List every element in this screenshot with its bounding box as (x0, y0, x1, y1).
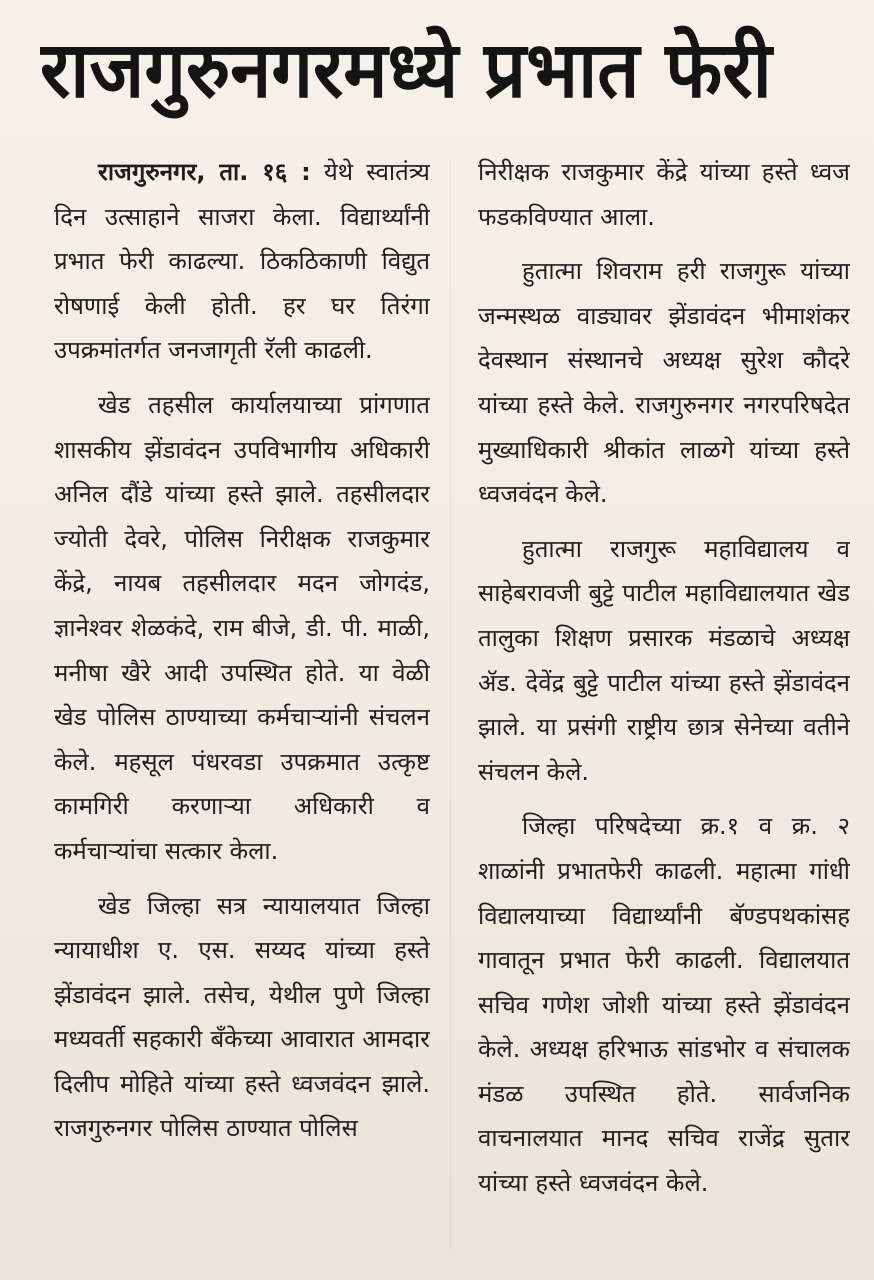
article-column-left (54, 150, 430, 1260)
dateline: राजगुरुनगर, ता. १६ : (98, 158, 311, 186)
article-paragraph: निरीक्षक राजकुमार केंद्रे यांच्या हस्ते ध्वज फडकविण्यात आला. (478, 158, 850, 231)
column-gutter (450, 160, 451, 1250)
headline: राजगुरुनगरमध्ये प्रभात फेरी (40, 25, 772, 116)
article-paragraph: खेड जिल्हा सत्र न्यायालयात जिल्हा न्यायाधीश ए. एस. सय्यद यांच्या हस्ते झेंडावंदन झाले. तसेच, येथील पुणे जिल्हा मध्यवर्ती सहकारी बॅंकेच्या आवारात आमदार दिलीप मोहिते यांच्या हस्ते ध्वजवंदन झाले. राजगुरुनगर पोलिस ठाण्यात पोलिस (54, 891, 430, 1143)
article-paragraph-text: येथे स्वातंत्र्य दिन उत्साहाने साजरा केला. विद्यार्थ्यांनी प्रभात फेरी काढल्या. ठिकठिकाणी विद्युत रोषणाई केली होती. हर घर तिरंगा उपक्रमांतर्गत जनजागृती रॅली काढली. (54, 158, 430, 365)
article-paragraph: हुतात्मा शिवराम हरी राजगुरू यांच्या जन्मस्थळ वाड्यावर झेंडावंदन भीमाशंकर देवस्थान संस्थानचे अध्यक्ष सुरेश कौदरे यांच्या हस्ते केले. राजगुरुनगर नगरपरिषदेत मुख्याधिकारी श्रीकांत लाळगे यांच्या हस्ते ध्वजवंदन केले. (478, 257, 850, 509)
article-paragraph: खेड तहसील कार्यालयाच्या प्रांगणात शासकीय झेंडावंदन उपविभागीय अधिकारी अनिल दौंडे यांच्या हस्ते झाले. तहसीलदार ज्योती देवरे, पोलिस निरीक्षक राजकुमार केंद्रे, नायब तहसीलदार मदन जोगदंड, ज्ञानेश्वर शेळकंदे, राम बीजे, डी. पी. माळी, मनीषा खैरे आदी उपस्थित होते. या वेळी खेड पोलिस ठाण्याच्या कर्मचाऱ्यांनी संचलन केले. महसूल पंधरवडा उपक्रमात उत्कृष्ट कामगिरी करणाऱ्या अधिकारी व कर्मचाऱ्यांचा सत्कार केला. (54, 390, 430, 865)
article-column-right (478, 150, 850, 1260)
article-paragraph: जिल्हा परिषदेच्या क्र.१ व क्र. २ शाळांनी प्रभातफेरी काढली. महात्मा गांधी विद्यालयाच्या विद्यार्थ्यांनी बॅण्डपथकांसह गावातून प्रभात फेरी काढली. विद्यालयात सचिव गणेश जोशी यांच्या हस्ते झेंडावंदन केले. अध्यक्ष हरिभाऊ सांडभोर व संचालक मंडळ उपस्थित होते. सार्वजनिक वाचनालयात मानद सचिव राजेंद्र सुतार यांच्या हस्ते ध्वजवंदन केले. (478, 812, 850, 1198)
article-paragraph (54, 150, 430, 373)
article-paragraph: हुतात्मा राजगुरू महाविद्यालय व साहेबरावजी बुट्टे पाटील महाविद्यालयात खेड तालुका शिक्षण प्रसारक मंडळाचे अध्यक्ष ॲड. देवेंद्र बुट्टे पाटील यांच्या हस्ते झेंडावंदन झाले. या प्रसंगी राष्ट्रीय छात्र सेनेच्या वतीने संचलन केले. (478, 534, 850, 786)
